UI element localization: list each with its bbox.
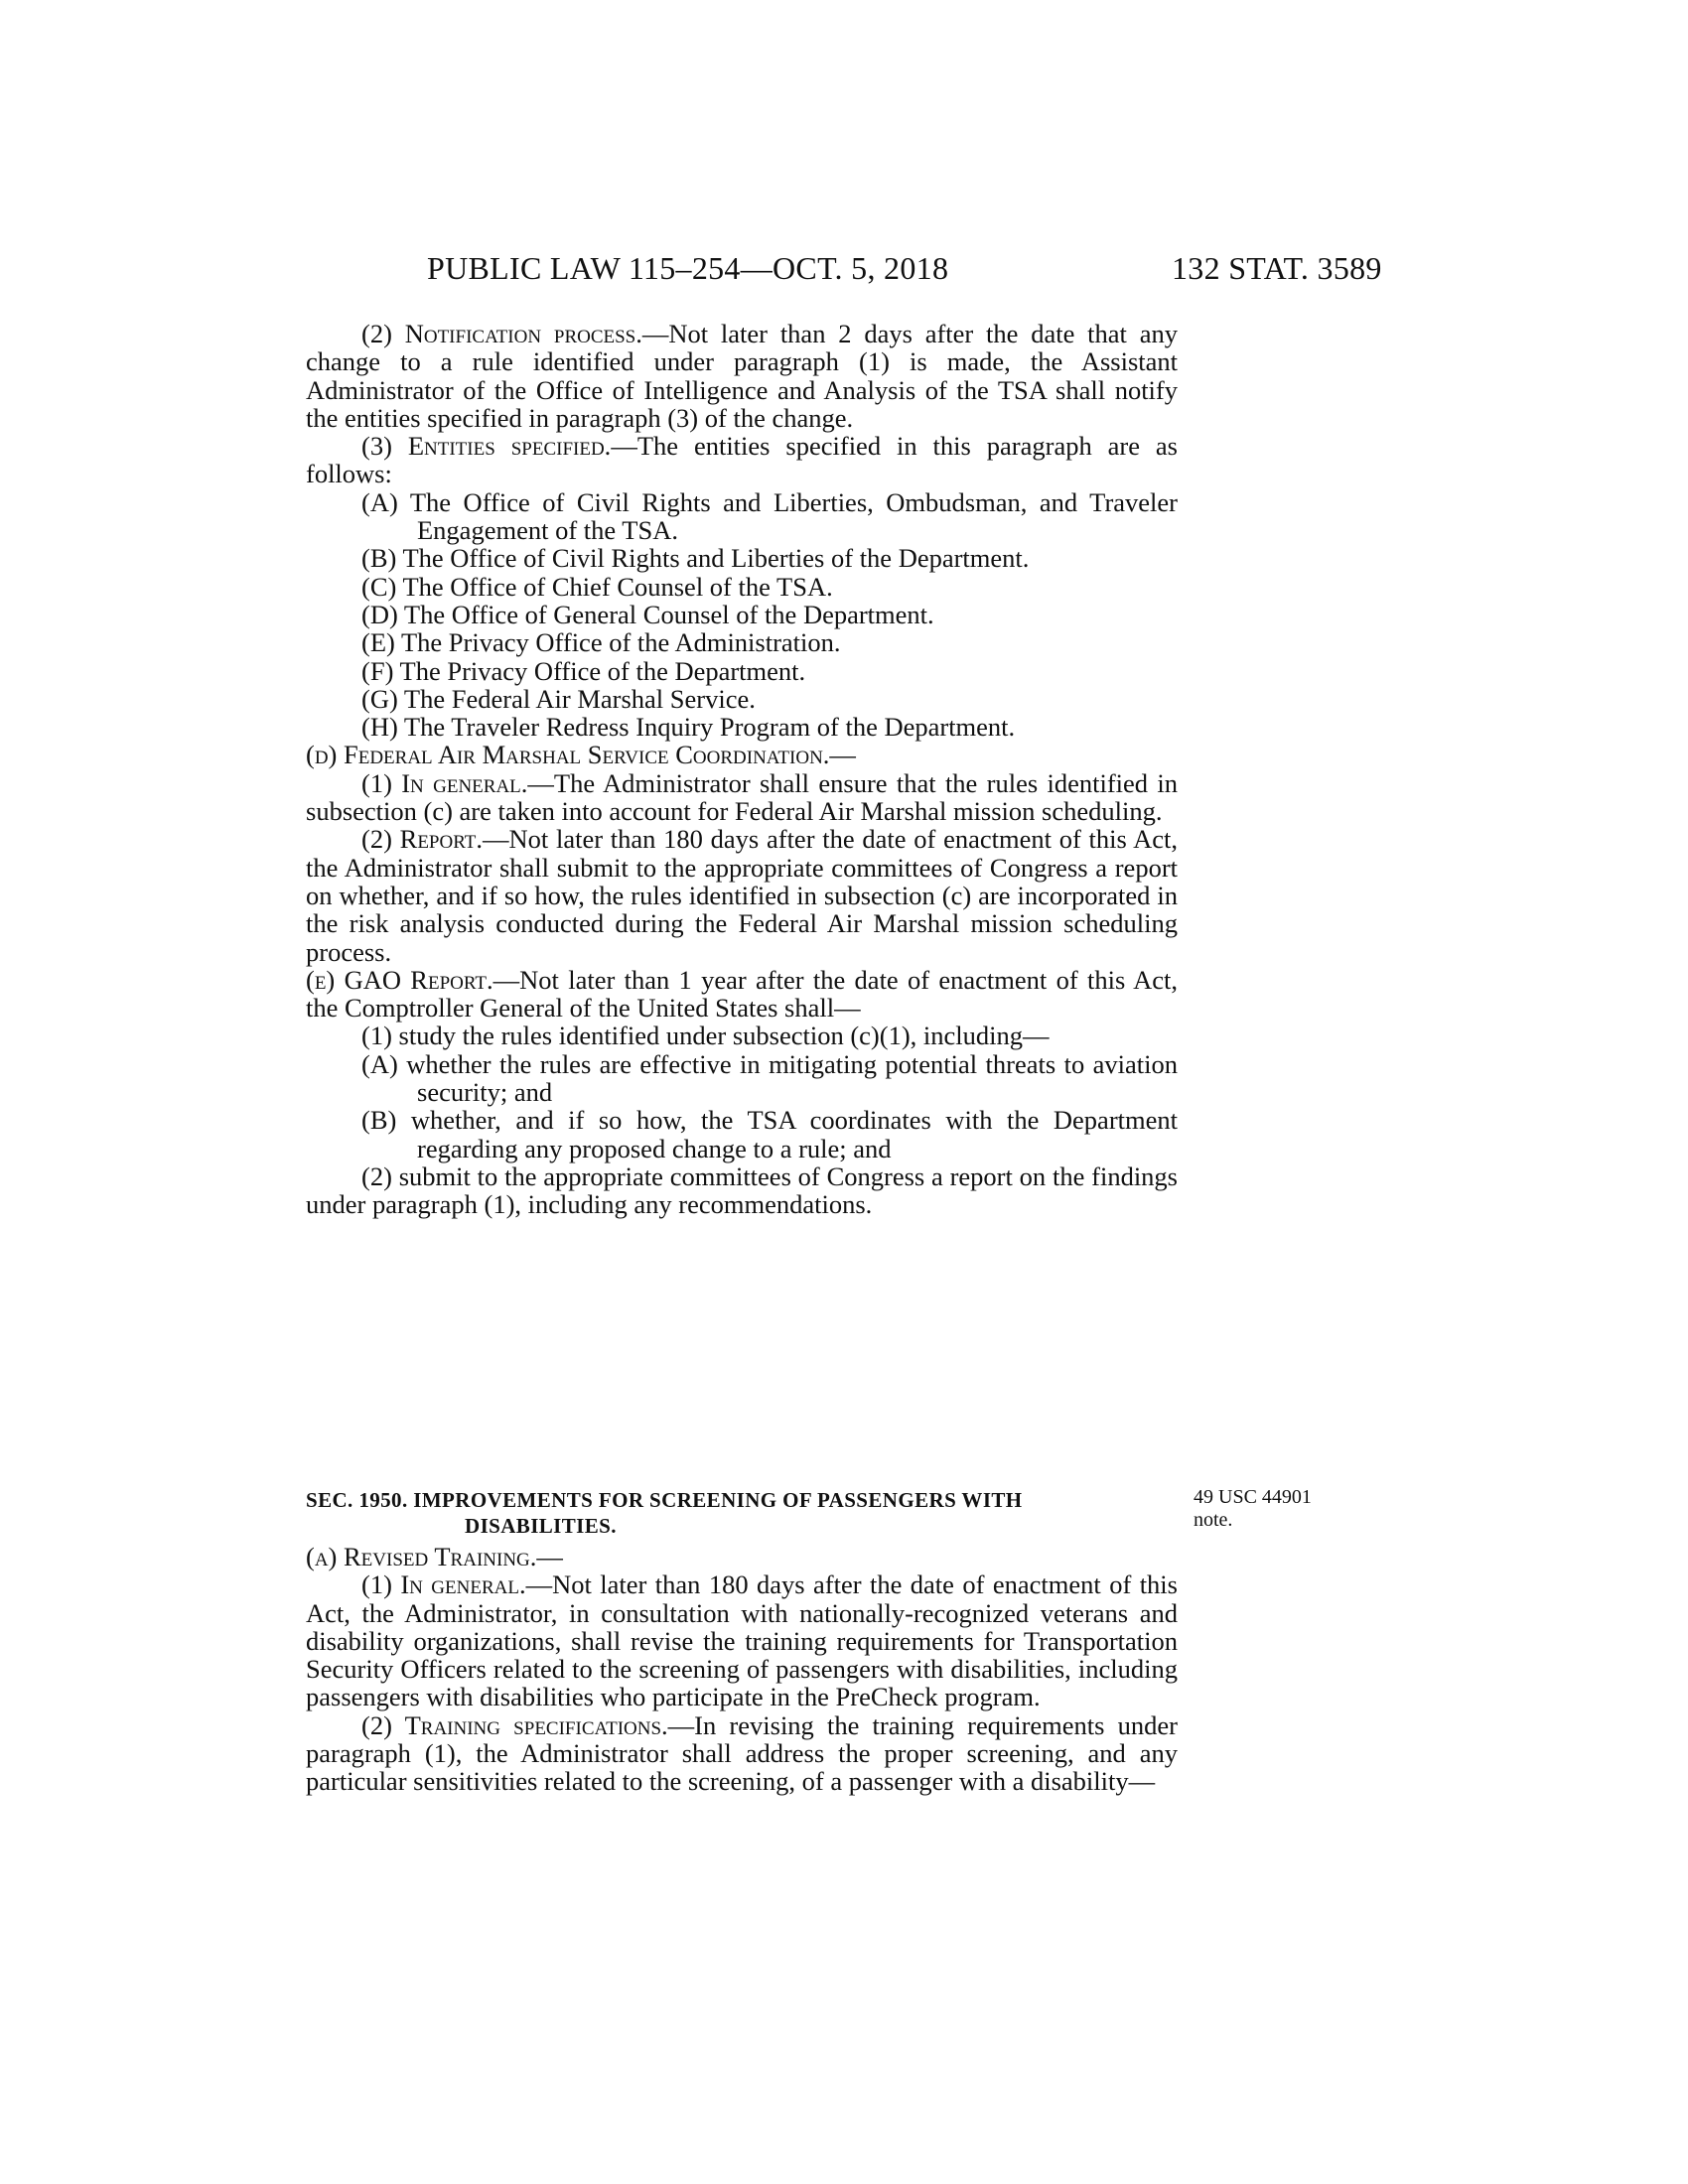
page-header [0,250,1688,290]
paragraph-text: (A) whether the rules are effective in mitigating potential threats to aviation security; and [361,1048,1178,1108]
section-1950-text [306,1543,1178,1796]
paragraph-text: — [829,740,856,770]
paragraph-text: —The entities specified in this paragraph are as follows: [306,431,1178,489]
statute-page-number: 132 STAT. 3589 [1172,250,1382,286]
paragraph-text: —Not later than 1 year after the date of enactment of this Act, the Comptroller General of the United States shall— [306,964,1179,1024]
running-head-title: PUBLIC LAW 115–254—OCT. 5, 2018 [427,250,949,286]
paragraph-heading: (1) In general. [361,1570,526,1600]
paragraph [306,628,1178,656]
paragraph [306,1570,1178,1710]
paragraph [306,1022,1178,1049]
margin-note-citation: 49 USC 44901 [1194,1486,1312,1508]
paragraph [306,1050,1178,1107]
paragraph-heading: (a) Revised Training. [306,1542,537,1571]
paragraph [306,432,1178,488]
paragraph [306,825,1178,965]
paragraph [306,1162,1178,1219]
paragraph [306,657,1178,685]
paragraph-text: (B) The Office of Civil Rights and Liberties of the Department. [361,543,1030,574]
paragraph-text: — [536,1542,563,1571]
paragraph [306,320,1178,432]
paragraph-text: —The Administrator shall ensure that the rules identified in subsection (c) are taken into account for Federal Air Marshal mission scheduling. [306,767,1178,827]
paragraph [306,573,1178,601]
paragraph-heading: (2) Notification process. [361,319,642,348]
section-heading-line-1: SEC. 1950. IMPROVEMENTS FOR SCREENING OF PASSENGERS WITH [306,1488,1023,1512]
paragraph-heading: (3) Entities specified. [361,431,612,462]
paragraph-heading: (2) Report. [361,824,483,855]
paragraph [306,1711,1178,1796]
paragraph-text: —In revising the training requirements under paragraph (1), the Administrator shall address the proper screening, and any particular sensitivities related to the screening, of a passenger with a disability— [306,1709,1178,1797]
paragraph [306,769,1178,826]
paragraph-heading: (1) In general. [361,767,528,798]
paragraph-text: (D) The Office of General Counsel of the Department. [361,599,934,629]
paragraph [306,1106,1178,1162]
paragraph-text: —Not later than 180 days after the date of enactment of this Act, the Administrator shall submit to the appropriate committees of Congress a report on whether, and if so how, the rules identified in subsection (c) are incorporated in the risk analysis conducted during the Federal Air Marshal mission scheduling process. [306,824,1178,967]
paragraph-text: (G) The Federal Air Marshal Service. [361,683,756,714]
paragraph-text: (1) study the rules identified under subsection (c)(1), including— [361,1021,1050,1051]
paragraph-heading: (2) Training specifications. [361,1709,668,1740]
paragraph-text: (C) The Office of Chief Counsel of the TSA. [361,571,833,602]
paragraph-text: (E) The Privacy Office of the Administration. [361,627,841,658]
paragraph [306,601,1178,628]
section-heading [306,1487,1190,1539]
paragraph-text: (A) The Office of Civil Rights and Liberties, Ombudsman, and Traveler Engagement of the TSA. [361,486,1178,546]
paragraph [306,966,1178,1023]
paragraph-text: (F) The Privacy Office of the Department. [361,655,806,686]
paragraph [306,544,1178,572]
paragraph [306,488,1178,545]
paragraph [306,685,1178,713]
paragraph-heading: (d) Federal Air Marshal Service Coordination. [306,740,830,770]
section-heading-line-2: DISABILITIES. [465,1514,617,1538]
paragraph-text: (B) whether, and if so how, the TSA coordinates with the Department regarding any proposed change to a rule; and [361,1105,1178,1163]
paragraph-text: —Not later than 180 days after the date of enactment of this Act, the Administrator, in consultation with nationally-recognized veterans and disability organizations, shall revise the training requirements for Transportation Security Officers related to the screening of passengers with disabilities, including passengers with disabilities who participate in the PreCheck program. [306,1570,1178,1712]
paragraph-text: (H) The Traveler Redress Inquiry Program of the Department. [361,712,1016,743]
paragraph [306,713,1178,741]
margin-note-suffix: note. [1194,1509,1233,1531]
paragraph [306,1543,1178,1570]
paragraph [306,741,1178,768]
margin-note [1194,1486,1362,1532]
statute-text-continued [306,320,1178,1219]
paragraph-heading: (e) GAO Report. [306,964,493,995]
paragraph-text: (2) submit to the appropriate committees of Congress a report on the findings under paragraph (1), including any recommendations. [306,1160,1178,1220]
paragraph-text: —Not later than 2 days after the date that any change to a rule identified under paragraph (1) is made, the Assistant Administrator of the Office of Intelligence and Analysis of the TSA shall notify the entities specified in paragraph (3) of the change. [306,319,1178,433]
